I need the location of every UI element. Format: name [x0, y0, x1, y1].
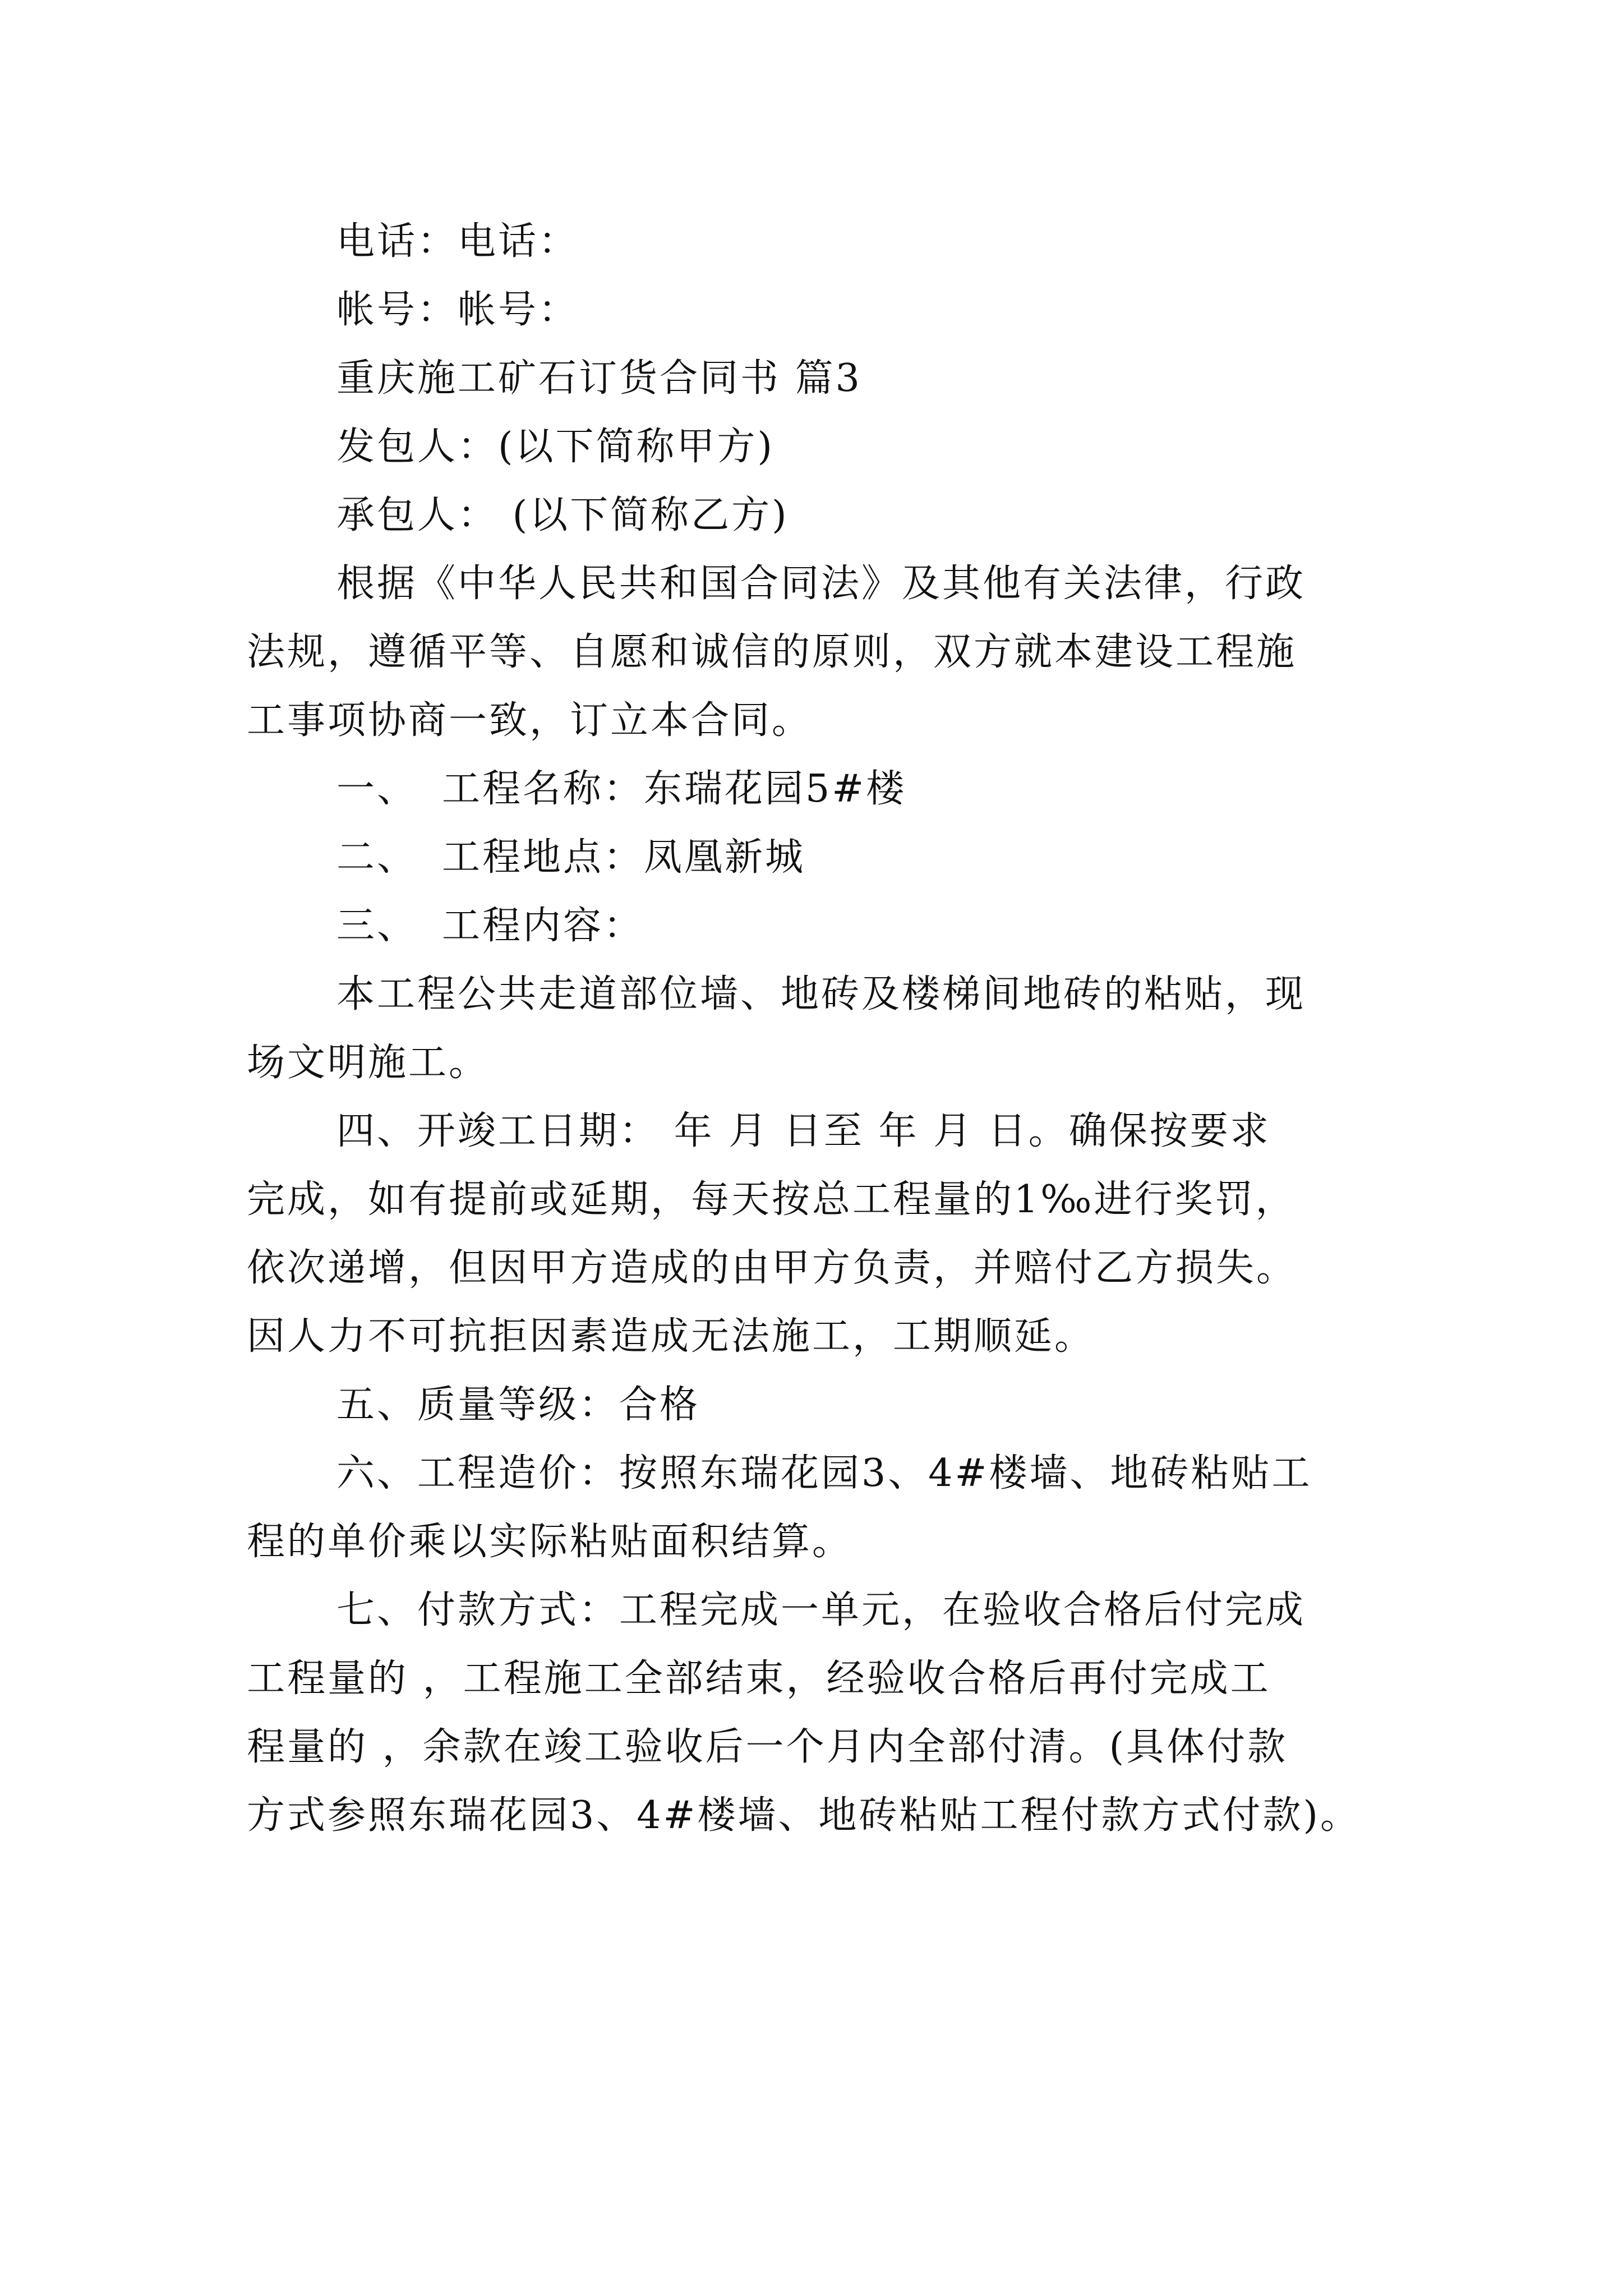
schedule-line: 因人力不可抗拒因素造成无法施工，工期顺延。	[247, 1314, 1095, 1359]
item-project-location	[247, 823, 1441, 892]
item-project-name	[247, 755, 1441, 823]
item-number: 一、	[336, 767, 418, 811]
price-line: 程的单价乘以实际粘贴面积结算。	[247, 1520, 853, 1564]
payment-line: 方式参照东瑞花园3、4#楼墙、地砖粘贴工程付款方式付款)。	[247, 1793, 1361, 1838]
payment-paragraph	[247, 1576, 1441, 1850]
phone-line: 电话：电话：	[336, 219, 579, 264]
intro-line: 法规，遵循平等、自愿和诚信的原则，双方就本建设工程施	[247, 630, 1297, 674]
item-text: 工程地点：凤凰新城	[442, 835, 806, 880]
content-paragraph	[247, 960, 1441, 1097]
payment-line: 七、付款方式：工程完成一单元，在验收合格后付完成	[336, 1588, 1306, 1632]
section-title: 重庆施工矿石订货合同书 篇3	[336, 356, 862, 401]
payment-line: 工程量的 ，工程施工全部结束，经验收合格后再付完成工	[247, 1657, 1271, 1701]
payment-line: 程量的 ，余款在竣工验收后一个月内全部付清。(具体付款	[247, 1725, 1288, 1769]
price-line: 六、工程造价：按照东瑞花园3、4#楼墙、地砖粘贴工	[336, 1451, 1312, 1496]
account-line: 帐号：帐号：	[336, 288, 579, 332]
content-line: 本工程公共走道部位墙、地砖及楼梯间地砖的粘贴，现	[336, 972, 1306, 1016]
schedule-paragraph	[247, 1097, 1441, 1371]
price-paragraph	[247, 1439, 1441, 1576]
schedule-line: 依次递增，但因甲方造成的由甲方负责，并赔付乙方损失。	[247, 1246, 1297, 1290]
intro-line: 根据《中华人民共和国合同法》及其他有关法律，行政	[336, 562, 1306, 606]
party-a-line: 发包人：(以下简称甲方)	[336, 425, 775, 469]
document-body	[247, 208, 1441, 1850]
quality-line: 五、质量等级：合格	[336, 1383, 700, 1427]
content-line: 场文明施工。	[247, 1041, 490, 1085]
item-number: 三、	[336, 904, 418, 948]
item-text: 工程内容：	[442, 904, 644, 948]
item-text: 工程名称：东瑞花园5#楼	[442, 767, 907, 811]
intro-paragraph	[247, 550, 1441, 755]
item-number: 二、	[336, 835, 418, 880]
intro-line: 工事项协商一致，订立本合同。	[247, 698, 813, 743]
item-project-content	[247, 892, 1441, 960]
schedule-line: 四、开竣工日期： 年 月 日至 年 月 日。确保按要求	[336, 1109, 1271, 1153]
party-b-line: 承包人： (以下简称乙方)	[336, 493, 789, 537]
schedule-line: 完成，如有提前或延期，每天按总工程量的1‰进行奖罚，	[247, 1177, 1296, 1222]
